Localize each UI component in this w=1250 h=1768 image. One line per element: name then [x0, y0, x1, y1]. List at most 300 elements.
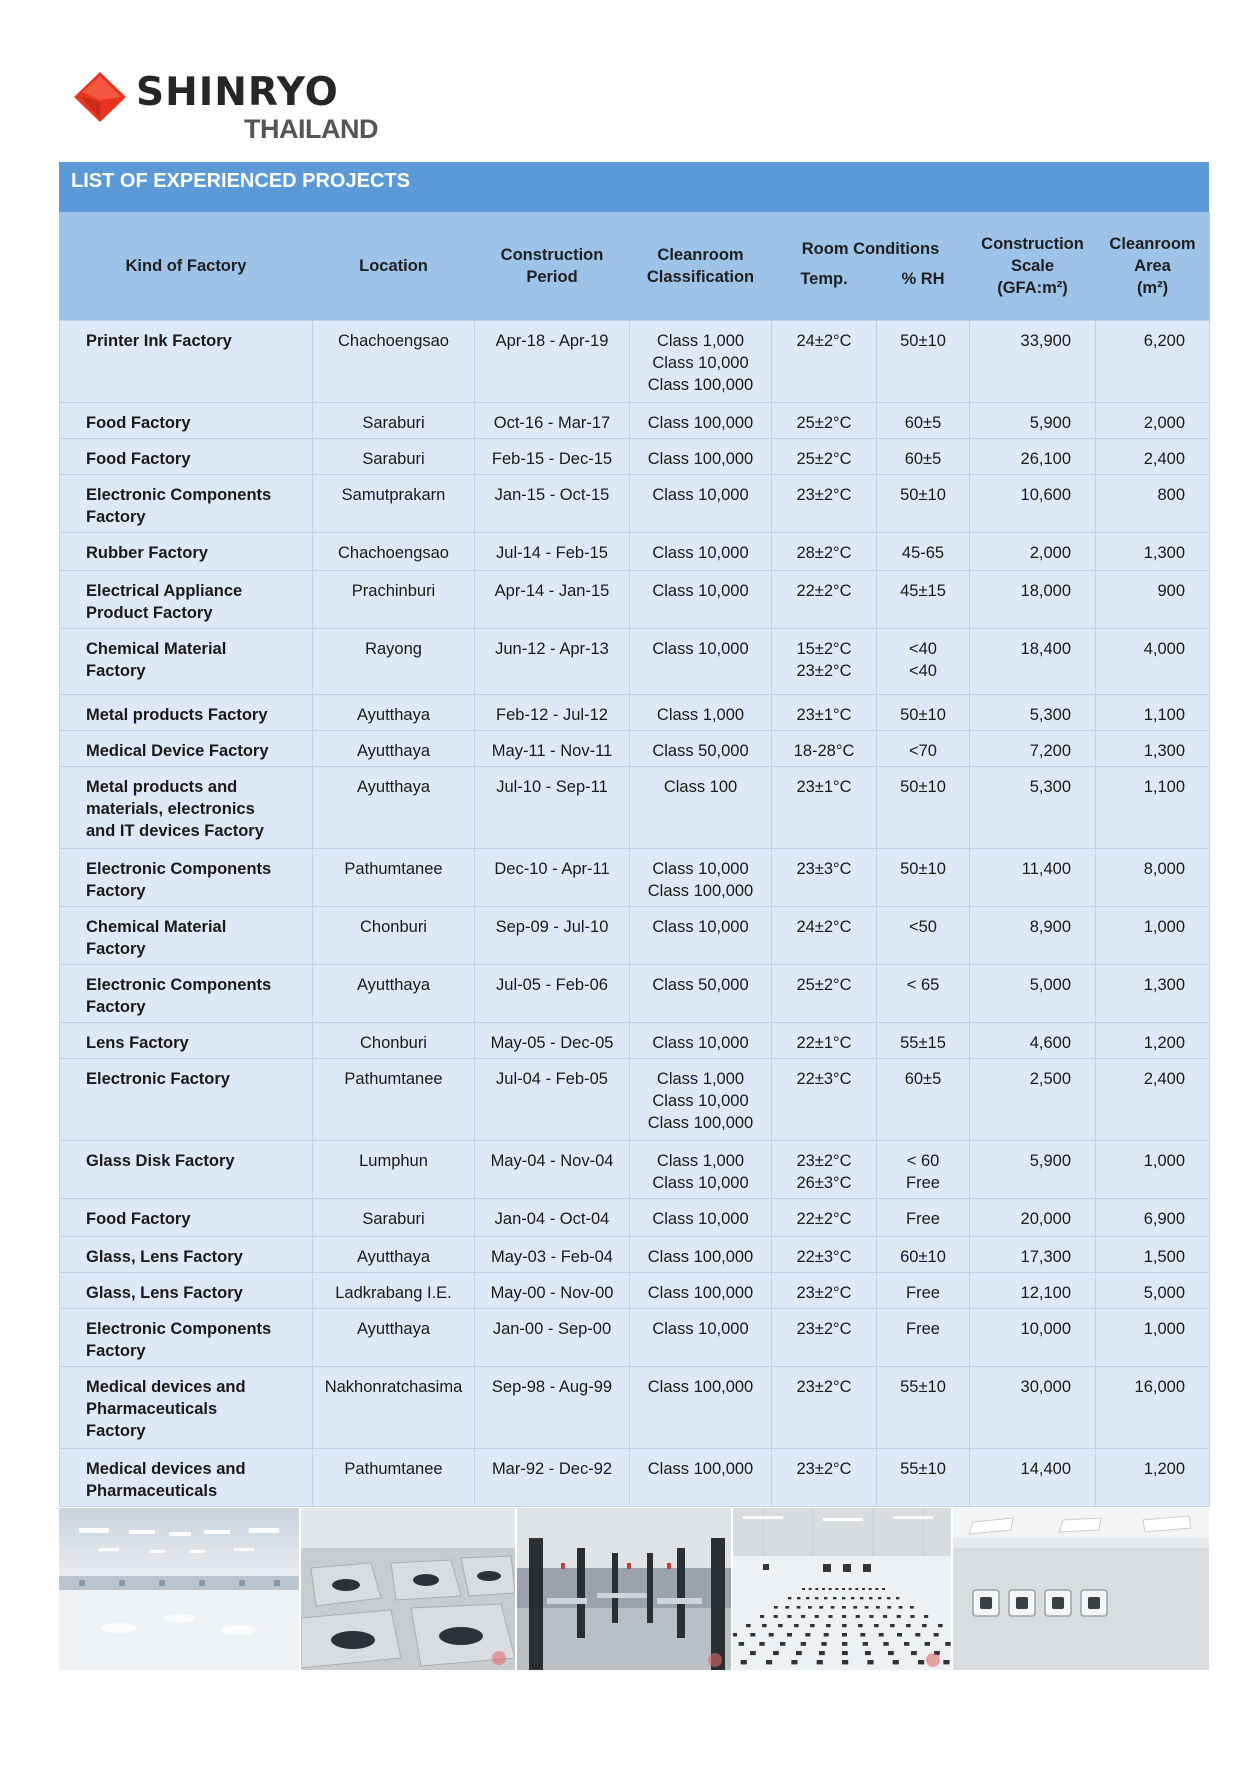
- cell-rh: [877, 533, 970, 571]
- cell-rh: [877, 1059, 970, 1141]
- cell-classification: [630, 1273, 772, 1309]
- shinryo-logo-mark-icon: [74, 72, 126, 122]
- cell-location: Chachoengsao: [313, 533, 475, 571]
- table-row: [60, 1237, 1210, 1273]
- cell-temp-line: 22±1°C: [796, 1034, 852, 1052]
- cell-kind: [60, 1199, 313, 1237]
- cell-scale: 7,200: [970, 731, 1096, 767]
- cell-rh: [877, 965, 970, 1023]
- cell-temp-line: 23±1°C: [796, 706, 852, 724]
- cell-kind-line: Electrical Appliance: [86, 582, 243, 600]
- cell-temp-line: 24±2°C: [796, 332, 852, 350]
- cell-temp: [772, 439, 877, 475]
- cell-temp-line: 25±2°C: [796, 450, 852, 468]
- cell-classification: [630, 1199, 772, 1237]
- cell-temp: [772, 403, 877, 439]
- section-banner: [59, 162, 1209, 212]
- cell-period: May-04 - Nov-04: [475, 1141, 630, 1199]
- cell-period: Feb-12 - Jul-12: [475, 695, 630, 731]
- cell-classification-line: Class 1,000: [656, 332, 745, 350]
- cell-kind: [60, 1237, 313, 1273]
- table-row: [60, 731, 1210, 767]
- cell-period: Jul-04 - Feb-05: [475, 1059, 630, 1141]
- cell-kind-line: Metal products Factory: [86, 706, 268, 724]
- cell-period: May-11 - Nov-11: [475, 731, 630, 767]
- cell-rh: [877, 767, 970, 849]
- cell-temp-line: 23±2°C: [796, 1284, 852, 1302]
- cell-classification-line: Class 1,000: [656, 706, 745, 724]
- table-header-row: [60, 212, 1210, 264]
- cell-rh-line: Free: [906, 1210, 940, 1228]
- cell-classification: [630, 1367, 772, 1449]
- cell-kind: [60, 695, 313, 731]
- cell-temp-line: 23±2°C: [796, 1460, 852, 1478]
- cell-rh-line: <70: [909, 742, 937, 760]
- cell-temp: [772, 533, 877, 571]
- photo-fan-filter-units: [301, 1508, 515, 1670]
- cell-kind-line: Electronic Components: [86, 860, 272, 878]
- cell-kind: [60, 1367, 313, 1449]
- cell-temp: [772, 475, 877, 533]
- table-row: [60, 475, 1210, 533]
- cell-classification-line: Class 10,000: [652, 918, 749, 936]
- table-row: [60, 1199, 1210, 1237]
- cell-scale: 26,100: [970, 439, 1096, 475]
- cell-period: Apr-14 - Jan-15: [475, 571, 630, 629]
- cell-classification: [630, 1023, 772, 1059]
- cell-classification-line: Class 100,000: [647, 1284, 754, 1302]
- cell-classification: [630, 907, 772, 965]
- projects-table-body: [60, 321, 1210, 1507]
- cell-kind: [60, 849, 313, 907]
- cell-classification: [630, 629, 772, 695]
- cell-location: Saraburi: [313, 403, 475, 439]
- cell-scale: 30,000: [970, 1367, 1096, 1449]
- cell-area: 4,000: [1096, 629, 1210, 695]
- cell-scale: 2,500: [970, 1059, 1096, 1141]
- table-row: [60, 321, 1210, 403]
- cell-classification: [630, 1059, 772, 1141]
- cell-kind-line: Electronic Components: [86, 1320, 272, 1338]
- table-row: [60, 849, 1210, 907]
- cell-temp: [772, 731, 877, 767]
- cell-classification-line: Class 1,000: [656, 1152, 745, 1170]
- cell-location: Pathumtanee: [313, 1449, 475, 1507]
- cell-period: Jan-04 - Oct-04: [475, 1199, 630, 1237]
- cell-area: 1,300: [1096, 533, 1210, 571]
- cell-scale: 5,900: [970, 403, 1096, 439]
- cell-location: Nakhonratchasima: [313, 1367, 475, 1449]
- cell-classification-line: Class 100,000: [647, 882, 754, 900]
- cell-location: Chonburi: [313, 1023, 475, 1059]
- cell-scale: 5,300: [970, 695, 1096, 731]
- cell-rh-line: 50±10: [900, 706, 946, 724]
- cell-rh: [877, 1367, 970, 1449]
- cell-rh: [877, 1237, 970, 1273]
- cell-location: Chonburi: [313, 907, 475, 965]
- cell-rh-line: Free: [906, 1320, 940, 1338]
- cell-classification-line: Class 100,000: [647, 376, 754, 394]
- cell-kind: [60, 907, 313, 965]
- cell-classification: [630, 1449, 772, 1507]
- cell-classification-line: Class 10,000: [652, 640, 749, 658]
- cell-location: Samutprakarn: [313, 475, 475, 533]
- table-row: [60, 1141, 1210, 1199]
- table-row: [60, 965, 1210, 1023]
- cell-period: Oct-16 - Mar-17: [475, 403, 630, 439]
- cell-area: 900: [1096, 571, 1210, 629]
- cell-scale: 5,000: [970, 965, 1096, 1023]
- cell-rh-line: 50±10: [900, 778, 946, 796]
- cell-classification-line: Class 10,000: [652, 1174, 749, 1192]
- table-row: [60, 695, 1210, 731]
- cell-rh: [877, 849, 970, 907]
- cell-temp: [772, 321, 877, 403]
- cell-classification-line: Class 10,000: [652, 860, 749, 878]
- cell-location: Saraburi: [313, 439, 475, 475]
- cell-area: 6,200: [1096, 321, 1210, 403]
- cell-scale: 5,900: [970, 1141, 1096, 1199]
- cell-rh: [877, 1023, 970, 1059]
- cell-rh-line: 45±15: [900, 582, 946, 600]
- cell-rh: [877, 695, 970, 731]
- cell-temp: [772, 1309, 877, 1367]
- cell-classification: [630, 1309, 772, 1367]
- cell-location: Ayutthaya: [313, 767, 475, 849]
- cell-kind-line: and IT devices Factory: [86, 822, 264, 840]
- cell-temp: [772, 1237, 877, 1273]
- cell-area: 1,200: [1096, 1023, 1210, 1059]
- cell-kind: [60, 571, 313, 629]
- cell-kind-line: Chemical Material: [86, 918, 227, 936]
- cell-kind-line: Medical Device Factory: [86, 742, 269, 760]
- cell-classification-line: Class 10,000: [652, 354, 749, 372]
- cell-kind-line: Medical devices and: [86, 1378, 246, 1396]
- cell-kind: [60, 1449, 313, 1507]
- cell-scale: 18,400: [970, 629, 1096, 695]
- table-row: [60, 1367, 1210, 1449]
- cell-classification-line: Class 100,000: [647, 1248, 754, 1266]
- cell-classification: [630, 1237, 772, 1273]
- cell-kind-line: Electronic Factory: [86, 1070, 230, 1088]
- cell-area: 5,000: [1096, 1273, 1210, 1309]
- table-row: [60, 403, 1210, 439]
- cell-rh: [877, 731, 970, 767]
- cell-classification: [630, 403, 772, 439]
- cell-kind: [60, 403, 313, 439]
- cell-rh-line: 55±10: [900, 1378, 946, 1396]
- cell-kind-line: Food Factory: [86, 414, 191, 432]
- cell-period: May-05 - Dec-05: [475, 1023, 630, 1059]
- cell-area: 800: [1096, 475, 1210, 533]
- cell-area: 8,000: [1096, 849, 1210, 907]
- cell-temp: [772, 629, 877, 695]
- cell-area: 1,300: [1096, 731, 1210, 767]
- header-temp: Temp.: [772, 264, 877, 321]
- cell-kind: [60, 1309, 313, 1367]
- photo-perforated-floor: [733, 1508, 951, 1670]
- cell-area: 2,400: [1096, 439, 1210, 475]
- cell-temp: [772, 1059, 877, 1141]
- cell-scale: 10,600: [970, 475, 1096, 533]
- cell-classification-line: Class 1,000: [656, 1070, 745, 1088]
- cell-rh-line: 60±5: [904, 414, 942, 432]
- cell-period: Mar-92 - Dec-92: [475, 1449, 630, 1507]
- cell-rh: [877, 439, 970, 475]
- cell-classification-line: Class 100,000: [647, 414, 754, 432]
- cell-classification-line: Class 10,000: [652, 1320, 749, 1338]
- cell-area: 2,000: [1096, 403, 1210, 439]
- cell-location: Chachoengsao: [313, 321, 475, 403]
- cell-location: Rayong: [313, 629, 475, 695]
- cell-scale: 10,000: [970, 1309, 1096, 1367]
- cell-rh: [877, 1449, 970, 1507]
- cell-kind-line: Pharmaceuticals: [86, 1400, 218, 1418]
- table-row: [60, 1023, 1210, 1059]
- cell-kind-line: Electronic Components: [86, 486, 272, 504]
- cell-rh: [877, 403, 970, 439]
- cell-classification-line: Class 10,000: [652, 486, 749, 504]
- cell-rh: [877, 475, 970, 533]
- header-classification: Cleanroom Classification: [630, 212, 772, 321]
- cell-area: 1,500: [1096, 1237, 1210, 1273]
- cell-classification: [630, 1141, 772, 1199]
- cell-kind: [60, 1273, 313, 1309]
- cell-rh-line: 55±10: [900, 1460, 946, 1478]
- cell-period: Jan-00 - Sep-00: [475, 1309, 630, 1367]
- cell-temp-line: 26±3°C: [796, 1174, 852, 1192]
- cell-kind: [60, 321, 313, 403]
- cell-period: Jul-10 - Sep-11: [475, 767, 630, 849]
- cell-temp: [772, 1367, 877, 1449]
- cell-temp-line: 22±3°C: [796, 1070, 852, 1088]
- cell-classification-line: Class 10,000: [652, 544, 749, 562]
- cell-temp: [772, 1141, 877, 1199]
- cell-kind: [60, 767, 313, 849]
- cell-classification: [630, 321, 772, 403]
- photo-strip: [59, 1508, 1209, 1670]
- cell-kind: [60, 1141, 313, 1199]
- cell-kind-line: Metal products and: [86, 778, 238, 796]
- shinryo-logo: [74, 68, 394, 148]
- cell-rh-line: 60±10: [900, 1248, 946, 1266]
- cell-rh-line: 50±10: [900, 486, 946, 504]
- cell-scale: 11,400: [970, 849, 1096, 907]
- cell-classification: [630, 571, 772, 629]
- cell-scale: 12,100: [970, 1273, 1096, 1309]
- cell-temp-line: 23±2°C: [796, 1378, 852, 1396]
- cell-area: 6,900: [1096, 1199, 1210, 1237]
- cell-rh: [877, 1199, 970, 1237]
- cell-temp: [772, 1199, 877, 1237]
- cell-rh-line: Free: [906, 1284, 940, 1302]
- cell-location: Ayutthaya: [313, 695, 475, 731]
- cell-classification-line: Class 10,000: [652, 1092, 749, 1110]
- table-row: [60, 439, 1210, 475]
- cell-classification-line: Class 50,000: [652, 976, 749, 994]
- cell-rh-line: <40: [909, 640, 937, 658]
- cell-area: 1,000: [1096, 1309, 1210, 1367]
- cell-area: 1,100: [1096, 767, 1210, 849]
- cell-scale: 5,300: [970, 767, 1096, 849]
- cell-kind-line: Electronic Components: [86, 976, 272, 994]
- cell-rh-line: 60±5: [904, 1070, 942, 1088]
- cell-temp-line: 22±2°C: [796, 582, 852, 600]
- cell-temp-line: 25±2°C: [796, 414, 852, 432]
- cell-kind-line: Factory: [86, 1422, 146, 1440]
- cell-rh: [877, 1273, 970, 1309]
- cell-temp-line: 18-28°C: [793, 742, 855, 760]
- cell-scale: 14,400: [970, 1449, 1096, 1507]
- cell-period: Jul-05 - Feb-06: [475, 965, 630, 1023]
- cell-temp-line: 23±1°C: [796, 778, 852, 796]
- photo-cleanroom-hall: [59, 1508, 299, 1670]
- cell-kind: [60, 439, 313, 475]
- table-row: [60, 907, 1210, 965]
- cell-kind-line: Food Factory: [86, 1210, 191, 1228]
- cell-kind-line: Food Factory: [86, 450, 191, 468]
- header-rh: % RH: [877, 264, 970, 321]
- cell-temp: [772, 571, 877, 629]
- cell-classification-line: Class 10,000: [652, 1034, 749, 1052]
- cell-temp-line: 23±2°C: [796, 1320, 852, 1338]
- cell-kind-line: Glass, Lens Factory: [86, 1248, 243, 1266]
- cell-location: Pathumtanee: [313, 849, 475, 907]
- cell-rh: [877, 571, 970, 629]
- table-row: [60, 1309, 1210, 1367]
- cell-kind: [60, 629, 313, 695]
- cell-rh-line: < 65: [906, 976, 940, 994]
- cell-area: 1,100: [1096, 695, 1210, 731]
- cell-classification-line: Class 100: [663, 778, 738, 796]
- projects-table: [59, 212, 1210, 1507]
- cell-classification-line: Class 100,000: [647, 1114, 754, 1132]
- cell-scale: 17,300: [970, 1237, 1096, 1273]
- header-scale: Construction Scale (GFA:m²): [970, 212, 1096, 321]
- cell-classification-line: Class 50,000: [652, 742, 749, 760]
- cell-kind-line: Factory: [86, 1342, 146, 1360]
- cell-period: Jul-14 - Feb-15: [475, 533, 630, 571]
- cell-area: 1,300: [1096, 965, 1210, 1023]
- cell-period: Jan-15 - Oct-15: [475, 475, 630, 533]
- cell-rh-line: Free: [906, 1174, 940, 1192]
- cell-scale: 8,900: [970, 907, 1096, 965]
- cell-kind-line: materials, electronics: [86, 800, 255, 818]
- cell-kind-line: Factory: [86, 508, 146, 526]
- table-row: [60, 1273, 1210, 1309]
- cell-classification: [630, 731, 772, 767]
- cell-kind-line: Chemical Material: [86, 640, 227, 658]
- cell-temp: [772, 907, 877, 965]
- cell-scale: 33,900: [970, 321, 1096, 403]
- table-row: [60, 767, 1210, 849]
- cell-kind: [60, 533, 313, 571]
- cell-classification: [630, 965, 772, 1023]
- cell-rh-line: 60±5: [904, 450, 942, 468]
- cell-location: Ladkrabang I.E.: [313, 1273, 475, 1309]
- cell-location: Prachinburi: [313, 571, 475, 629]
- cell-temp: [772, 1273, 877, 1309]
- cell-kind-line: Product Factory: [86, 604, 213, 622]
- cell-temp-line: 22±2°C: [796, 1210, 852, 1228]
- cell-temp-line: 15±2°C: [796, 640, 852, 658]
- cell-location: Ayutthaya: [313, 1237, 475, 1273]
- cell-rh: [877, 321, 970, 403]
- cell-kind-line: Factory: [86, 662, 146, 680]
- cell-location: Saraburi: [313, 1199, 475, 1237]
- cell-classification-line: Class 100,000: [647, 1378, 754, 1396]
- cell-scale: 20,000: [970, 1199, 1096, 1237]
- cell-rh: [877, 1309, 970, 1367]
- cell-kind-line: Medical devices and: [86, 1460, 246, 1478]
- cell-period: May-00 - Nov-00: [475, 1273, 630, 1309]
- cell-kind: [60, 731, 313, 767]
- cell-kind-line: Glass Disk Factory: [86, 1152, 235, 1170]
- table-row: [60, 533, 1210, 571]
- cell-temp: [772, 767, 877, 849]
- header-area: Cleanroom Area (m²): [1096, 212, 1210, 321]
- cell-classification: [630, 439, 772, 475]
- brand-subtitle: THAILAND: [244, 114, 378, 144]
- cell-temp-line: 24±2°C: [796, 918, 852, 936]
- cell-kind-line: Rubber Factory: [86, 544, 208, 562]
- table-row: [60, 571, 1210, 629]
- cell-classification: [630, 695, 772, 731]
- cell-classification-line: Class 100,000: [647, 1460, 754, 1478]
- cell-rh-line: 50±10: [900, 332, 946, 350]
- cell-rh-line: <40: [909, 662, 937, 680]
- cell-scale: 18,000: [970, 571, 1096, 629]
- cell-location: Pathumtanee: [313, 1059, 475, 1141]
- cell-kind-line: Factory: [86, 882, 146, 900]
- cell-kind-line: Glass, Lens Factory: [86, 1284, 243, 1302]
- cell-rh-line: 45-65: [901, 544, 945, 562]
- cell-classification: [630, 533, 772, 571]
- cell-kind-line: Printer Ink Factory: [86, 332, 232, 350]
- cell-kind: [60, 475, 313, 533]
- cell-area: 1,000: [1096, 1141, 1210, 1199]
- cell-area: 1,200: [1096, 1449, 1210, 1507]
- cell-rh-line: 55±15: [900, 1034, 946, 1052]
- section-title: LIST OF EXPERIENCED PROJECTS: [71, 170, 410, 192]
- cell-rh: [877, 1141, 970, 1199]
- cell-scale: 2,000: [970, 533, 1096, 571]
- cell-temp-line: 28±2°C: [796, 544, 852, 562]
- table-row: [60, 629, 1210, 695]
- cell-temp-line: 22±3°C: [796, 1248, 852, 1266]
- cell-period: May-03 - Feb-04: [475, 1237, 630, 1273]
- cell-area: 1,000: [1096, 907, 1210, 965]
- header-room-conditions: Room Conditions: [772, 212, 970, 264]
- cell-location: Ayutthaya: [313, 1309, 475, 1367]
- cell-location: Ayutthaya: [313, 731, 475, 767]
- cell-classification: [630, 475, 772, 533]
- cell-area: 2,400: [1096, 1059, 1210, 1141]
- cell-temp-line: 23±2°C: [796, 486, 852, 504]
- cell-kind-line: Pharmaceuticals: [86, 1482, 218, 1500]
- header-location: Location: [313, 212, 475, 321]
- cell-temp: [772, 849, 877, 907]
- cell-period: Feb-15 - Dec-15: [475, 439, 630, 475]
- cell-classification-line: Class 10,000: [652, 1210, 749, 1228]
- cell-area: 16,000: [1096, 1367, 1210, 1449]
- photo-pillar-floor: [517, 1508, 731, 1670]
- cell-rh-line: < 60: [906, 1152, 940, 1170]
- cell-location: Ayutthaya: [313, 965, 475, 1023]
- header-period: Construction Period: [475, 212, 630, 321]
- cell-classification-line: Class 10,000: [652, 582, 749, 600]
- cell-period: Jun-12 - Apr-13: [475, 629, 630, 695]
